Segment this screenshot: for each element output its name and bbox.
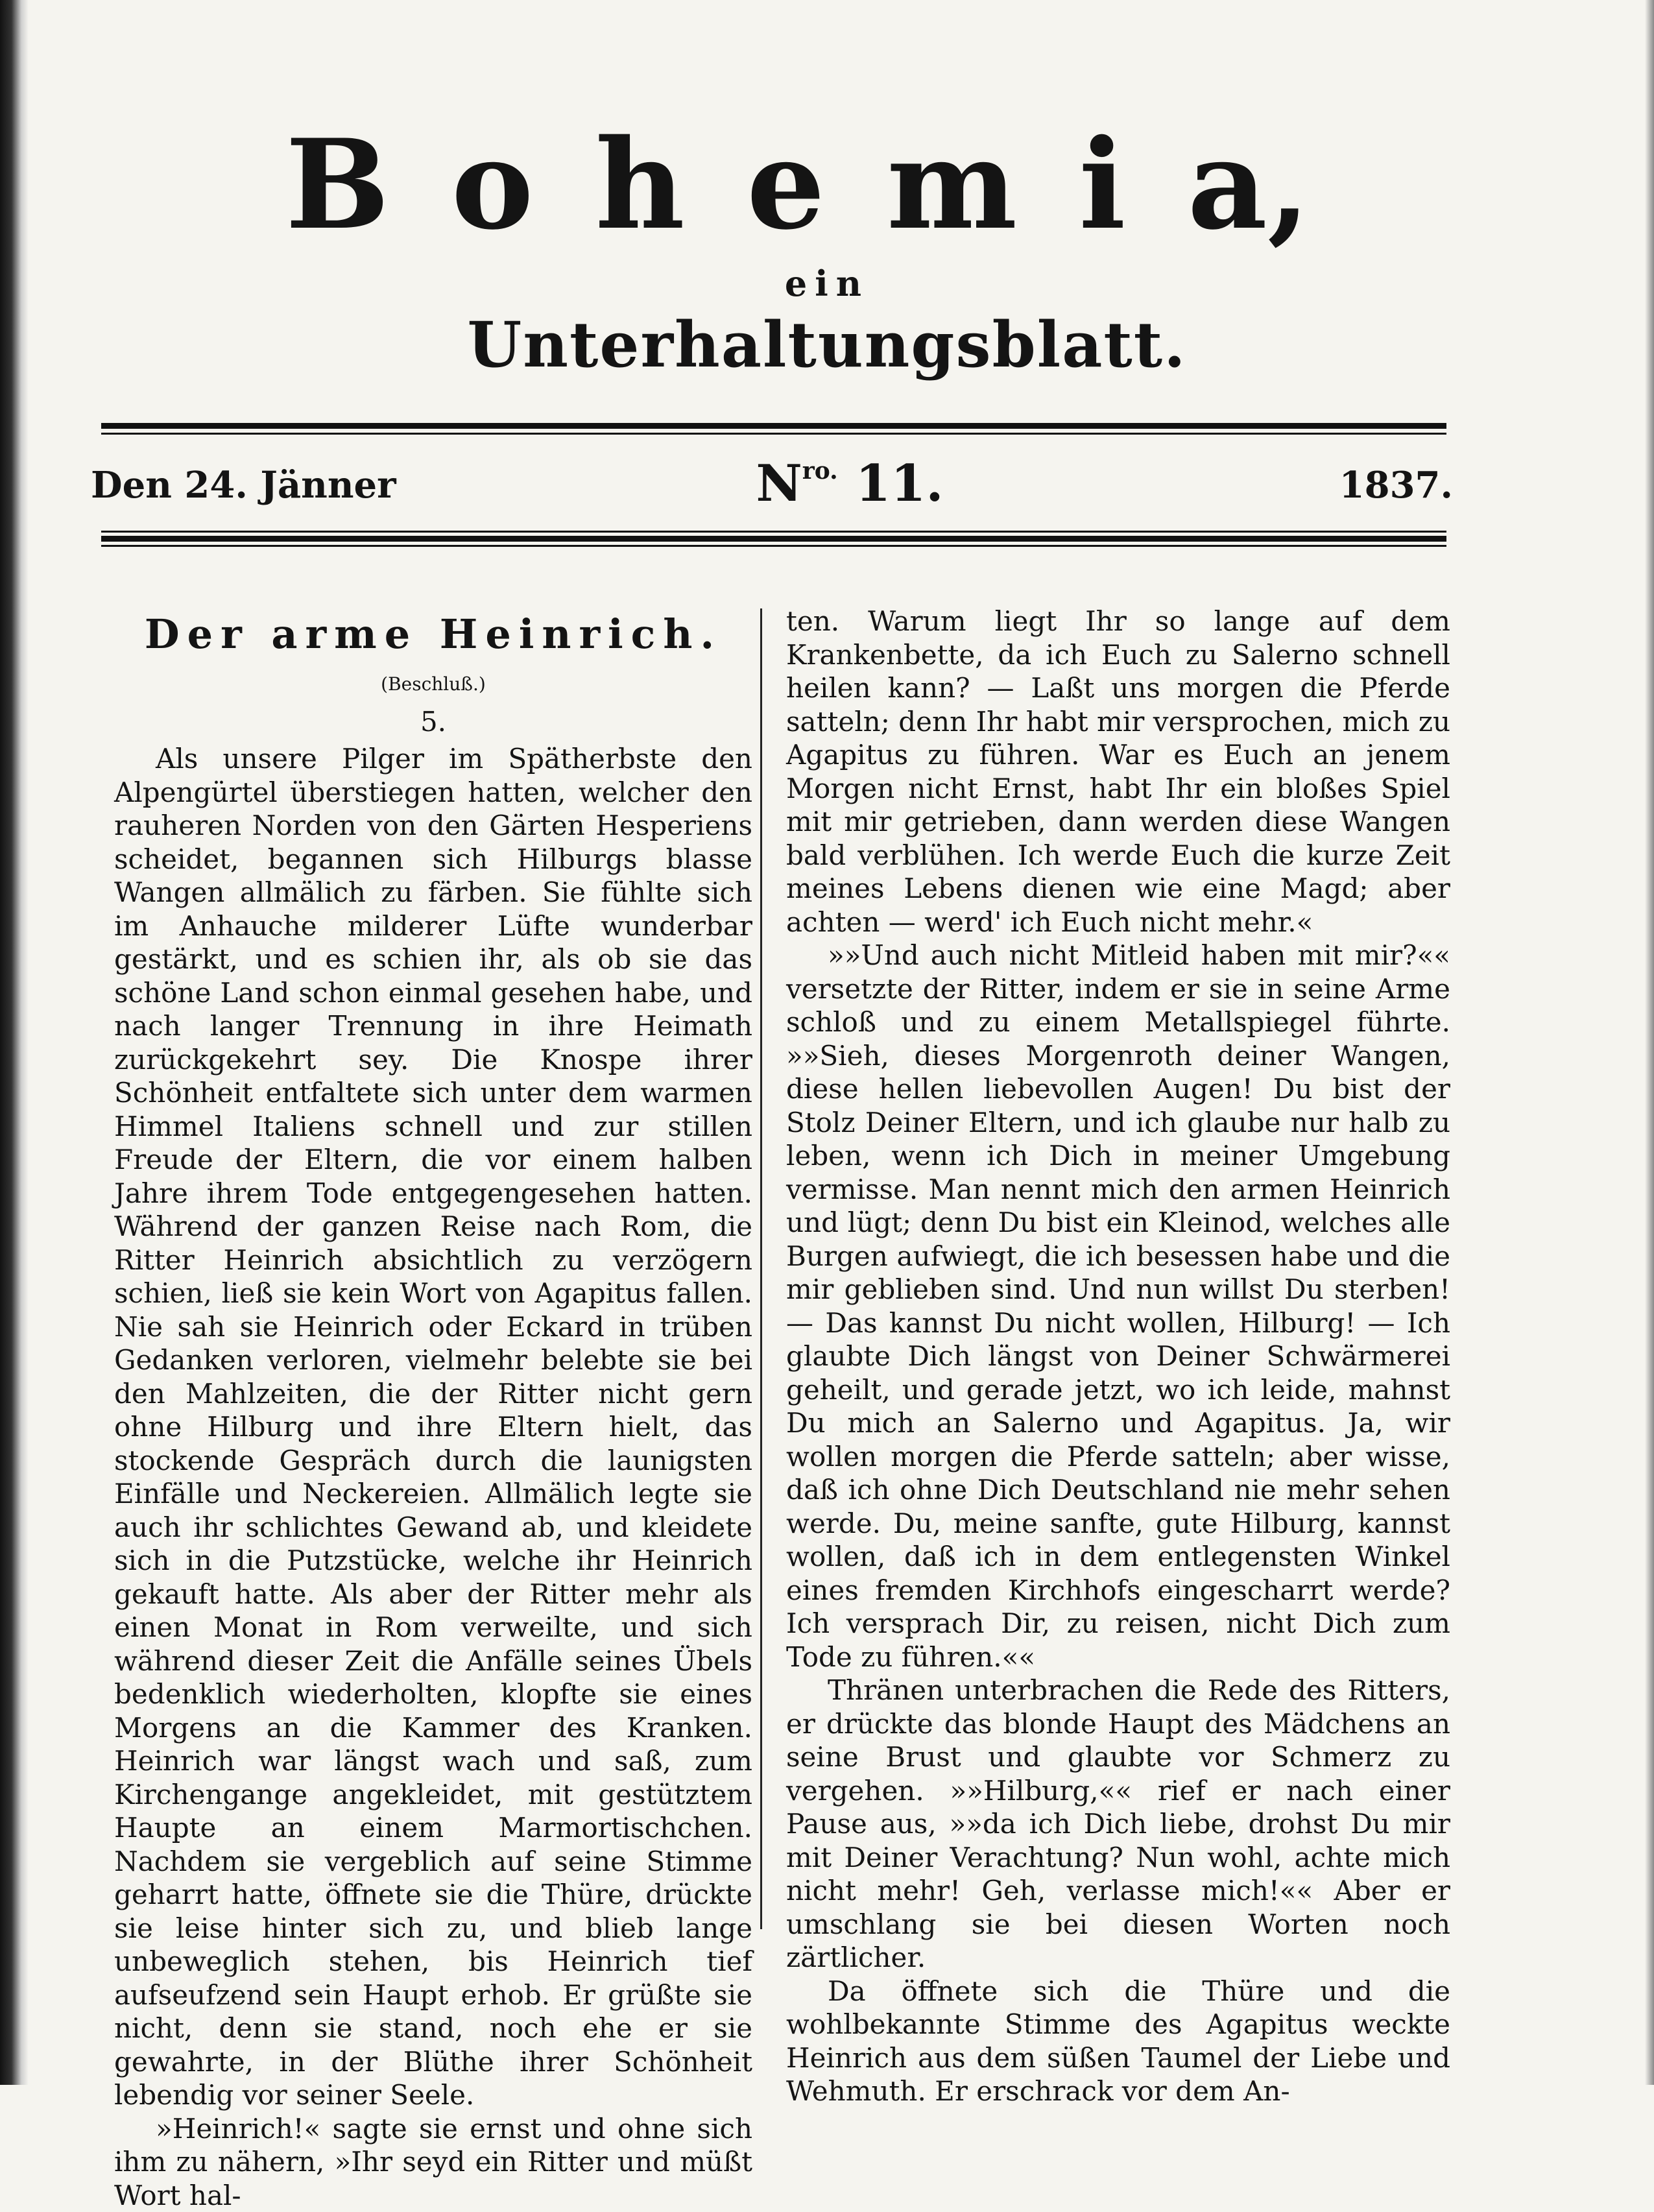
column-divider <box>760 608 762 1929</box>
article-title: Der arme Heinrich. <box>114 608 752 660</box>
masthead-title <box>285 110 1310 259</box>
masthead-rule-thick <box>101 423 1446 429</box>
article-note: (Beschluß.) <box>114 669 752 699</box>
issue-year: 1837. <box>1339 464 1453 507</box>
dateline-rule-thick <box>101 536 1446 542</box>
issue-dateline <box>91 454 1453 525</box>
dateline-rule-thin-bottom <box>101 545 1446 547</box>
issue-number-prefix: N <box>756 454 802 513</box>
paragraph: Da öffnete sich die Thüre und die wohlbekannte Stimme des Agapitus weckte Heinrich aus dem süßen Taumel der Liebe und Wehmuth. Er erschrack vor dem An- <box>786 1975 1450 2108</box>
issue-number-superscript: ro. <box>802 457 838 485</box>
masthead-letter: m <box>887 110 1017 259</box>
issue-number <box>688 454 1012 513</box>
article-column-left <box>114 608 752 2212</box>
masthead-subtitle-ein: ein <box>0 263 1654 304</box>
masthead-letter: a, <box>1188 110 1310 259</box>
masthead-letter: h <box>595 110 685 259</box>
masthead-letter: o <box>451 110 534 259</box>
paragraph: Thränen unterbrachen die Rede des Ritters, er drückte das blonde Haupt des Mädchens an seine Brust und glaubte vor Schmerz zu vergehen. »»Hilburg,«« rief er nach einer Pause aus, »»da ich Dich liebe, drohst Du mir mit Deiner Verachtung? Nun wohl, achte mich nicht mehr! Geh, verlasse mich!«« Aber er umschlang sie bei diesen Worten noch zärtlicher. <box>786 1674 1450 1975</box>
paragraph-continued: ten. Warum liegt Ihr so lange auf dem Krankenbette, da ich Euch zu Salerno schnell heilen kann? — Laßt uns morgen die Pferde satteln; denn Ihr habt mir versprochen, mich zu Agapitus zu führen. War es Euch an jenem Morgen nicht Ernst, habt Ihr ein bloßes Spiel mit mir getrieben, dann werden diese Wangen bald verblühen. Ich werde Euch die kurze Zeit meines Lebens dienen wie eine Magd; aber achten — werd' ich Euch nicht mehr.« <box>786 605 1450 939</box>
paragraph: Als unsere Pilger im Spätherbste den Alpengürtel überstiegen hatten, welcher den rauheren Norden von den Gärten Hesperiens scheidet, begannen sich Hilburgs blasse Wangen allmälich zu färben. Sie fühlte sich im Anhauche milderer Lüfte wunderbar gestärkt, und es schien ihr, als ob sie das schöne Land schon einmal gesehen habe, und nach langer Trennung in ihre Heimath zurückgekehrt sey. Die Knospe ihrer Schönheit entfaltete sich unter dem warmen Himmel Italiens schnell und zur stillen Freude der Eltern, die vor einem halben Jahre ihrem Tode entgegengesehen hatten. Während der ganzen Reise nach Rom, die Ritter Heinrich absichtlich zu verzögern schien, ließ sie kein Wort von Agapitus fallen. Nie sah sie Heinrich oder Eckard in trüben Gedanken verloren, vielmehr belebte sie bei den Mahlzeiten, die der Ritter nicht gern ohne Hilburg und ihre Eltern hielt, das stockende Gespräch durch die launigsten Einfälle und Neckereien. Allmälich legte sie auch ihr schlichtes Gewand ab, und kleidete sich in die Putzstücke, welche ihr Heinrich gekauft hatte. Als aber der Ritter mehr als einen Monat in Rom verweilte, und sich während dieser Zeit die Anfälle seines Übels bedenklich wiederholten, klopfte sie eines Morgens an die Kammer des Kranken. Heinrich war längst wach und saß, zum Kirchengange angekleidet, mit gestütztem Haupte an einem Marmortischchen. Nachdem sie vergeblich auf seine Stimme geharrt hatte, öffnete sie die Thüre, drückte sie leise hinter sich zu, und blieb lange unbeweglich stehen, bis Heinrich tief aufseufzend sein Haupt erhob. Er grüßte sie nicht, denn sie stand, noch ehe er sie gewahrte, in der Blüthe ihrer Schönheit lebendig vor seiner Seele. <box>114 742 752 2112</box>
issue-number-value: 11. <box>856 454 944 513</box>
dateline-rule-thin-top <box>101 531 1446 533</box>
masthead-subtitle: Unterhaltungsblatt. <box>0 308 1654 381</box>
masthead-letter: B <box>285 110 390 259</box>
masthead-rule-thin <box>101 433 1446 435</box>
paragraph: »Heinrich!« sagte sie ernst und ohne sich ihm zu nähern, »Ihr seyd ein Ritter und müßt Wort hal- <box>114 2112 752 2212</box>
article-column-right <box>786 605 1450 2108</box>
masthead-letter: e <box>747 110 825 259</box>
paragraph: »»Und auch nicht Mitleid haben mit mir?«« versetzte der Ritter, indem er sie in seine Arme schloß und zu einem Metallspiegel führte. »»Sieh, dieses Morgenroth deiner Wangen, diese hellen liebevollen Augen! Du bist der Stolz Deiner Eltern, und ich glaube nur halb zu leben, wenn ich Dich in meiner Umgebung vermisse. Man nennt mich den armen Heinrich und lügt; denn Du bist ein Kleinod, welches alle Burgen aufwiegt, die ich besessen habe und die mir geblieben sind. Und nun willst Du sterben! — Das kannst Du nicht wollen, Hilburg! — Ich glaubte Dich längst von Deiner Schwärmerei geheilt, und gerade jetzt, wo ich leide, mahnst Du mich an Salerno und Agapitus. Ja, wir wollen morgen die Pferde satteln; aber wisse, daß ich ohne Dich Deutschland nie mehr sehen werde. Du, meine sanfte, gute Hilburg, kannst wollen, daß ich in dem entlegensten Winkel eines fremden Kirchhofs eingescharrt werde? Ich versprach Dir, zu reisen, nicht Dich zum Tode zu führen.«« <box>786 939 1450 1674</box>
issue-date: Den 24. Jänner <box>91 464 396 507</box>
section-number: 5. <box>114 703 752 741</box>
masthead-letter: i <box>1079 110 1125 259</box>
